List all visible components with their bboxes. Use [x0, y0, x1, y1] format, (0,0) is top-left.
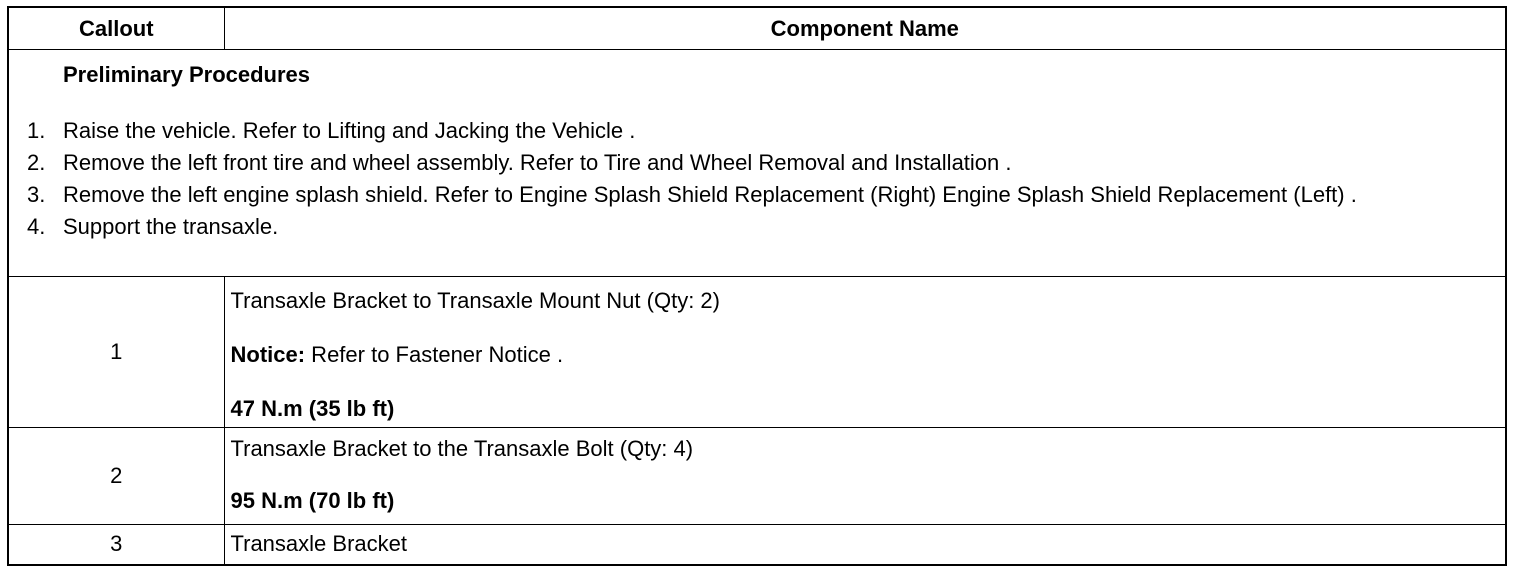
step-item [9, 180, 1505, 210]
step-item [9, 116, 1505, 146]
step-item [9, 148, 1505, 178]
torque-spec: 47 N.m (35 lb ft) [230, 396, 395, 421]
step-number: 2. [27, 150, 46, 175]
component-name: Transaxle Bracket [230, 531, 407, 556]
preliminary-procedures [8, 50, 1506, 277]
callout-number: 1 [8, 277, 224, 428]
notice-text: Refer to Fastener Notice . [305, 342, 564, 367]
header-component-name: Component Name [224, 7, 1506, 50]
callout-number: 2 [8, 428, 224, 525]
step-number: 3. [27, 182, 46, 207]
preliminary-steps [9, 116, 1505, 242]
step-number: 1. [27, 118, 46, 143]
preliminary-row [8, 50, 1506, 277]
table-row [8, 277, 1506, 428]
step-text: Support the transaxle. [63, 214, 279, 239]
notice-label: Notice: [230, 342, 306, 367]
component-name: Transaxle Bracket to Transaxle Mount Nut (Qty: 2) [230, 288, 720, 313]
header-row [8, 7, 1506, 50]
step-text: Remove the left front tire and wheel assembly. Refer to Tire and Wheel Removal and Installation . [63, 150, 1012, 175]
step-text: Raise the vehicle. Refer to Lifting and Jacking the Vehicle . [63, 118, 636, 143]
table-row [8, 525, 1506, 565]
torque-spec: 95 N.m (70 lb ft) [230, 488, 395, 513]
step-number: 4. [27, 214, 46, 239]
component-cell [224, 428, 1506, 525]
component-cell [224, 525, 1506, 565]
header-callout: Callout [8, 7, 224, 50]
step-item [9, 212, 1505, 242]
step-text: Remove the left engine splash shield. Refer to Engine Splash Shield Replacement (Right) Engine Splash Shield Replacement (Left) . [63, 182, 1357, 207]
component-name: Transaxle Bracket to the Transaxle Bolt (Qty: 4) [230, 436, 694, 461]
component-cell [224, 277, 1506, 428]
notice-line [231, 314, 1506, 368]
component-table [7, 6, 1507, 566]
table-row [8, 428, 1506, 525]
preliminary-title: Preliminary Procedures [63, 62, 311, 87]
callout-number: 3 [8, 525, 224, 565]
